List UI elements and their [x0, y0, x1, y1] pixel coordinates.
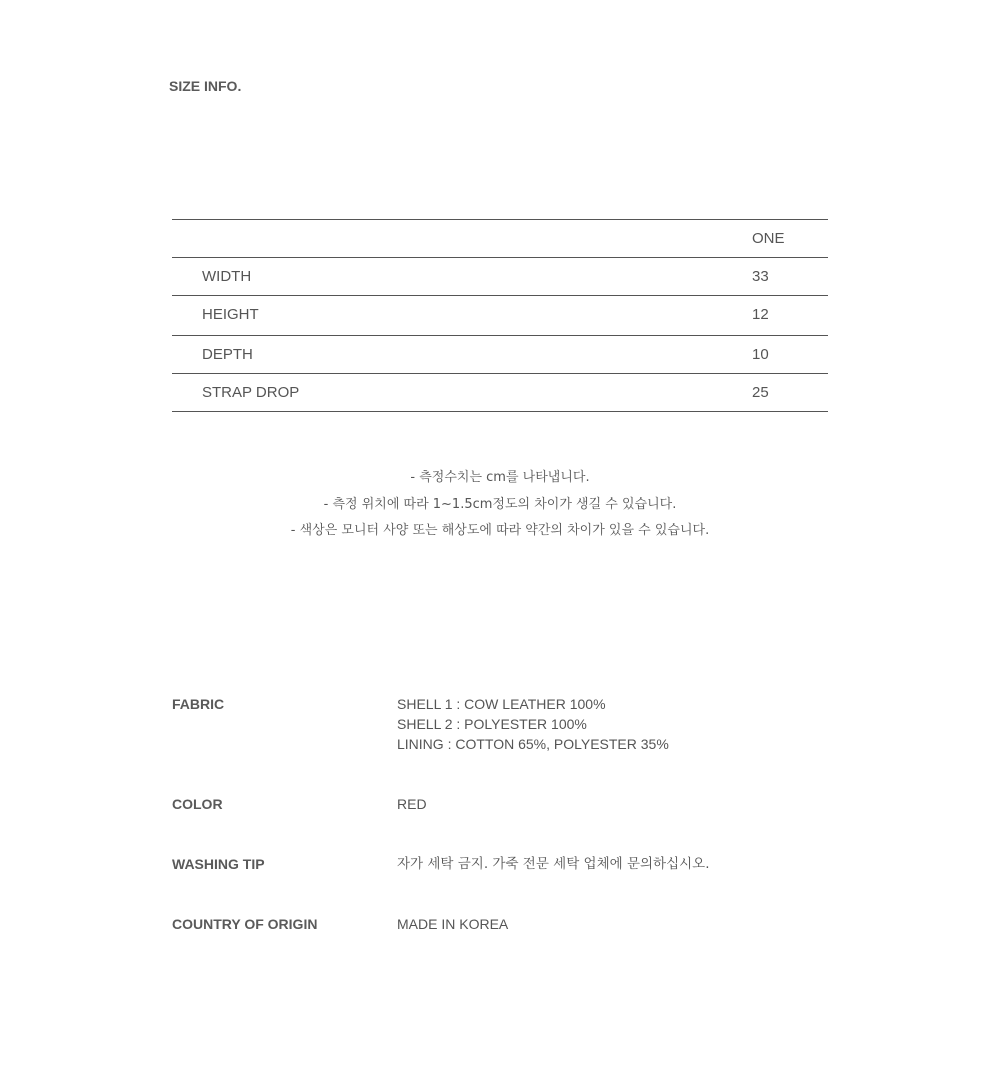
- note-line: - 색상은 모니터 사양 또는 해상도에 따라 약간의 차이가 있을 수 있습니다.: [290, 523, 710, 538]
- note-line: - 측정 위치에 따라 1~1.5cm정도의 차이가 생길 수 있습니다.: [323, 496, 677, 512]
- size-row-value: 10: [752, 346, 769, 363]
- color-value: RED: [397, 796, 427, 812]
- size-row-label: HEIGHT: [202, 306, 259, 323]
- size-table: [172, 219, 828, 412]
- fabric-line: SHELL 2 : POLYESTER 100%: [397, 716, 587, 732]
- size-row-label: DEPTH: [202, 346, 253, 363]
- size-header-one: ONE: [752, 230, 785, 247]
- measurement-notes: [0, 468, 1000, 548]
- size-row-value: 25: [752, 384, 769, 401]
- size-info-heading: SIZE INFO.: [169, 78, 242, 94]
- size-row-label: STRAP DROP: [202, 384, 300, 401]
- size-row-value: 33: [752, 268, 769, 285]
- size-table-header-row: [172, 220, 828, 258]
- fabric-line: LINING : COTTON 65%, POLYESTER 35%: [397, 736, 669, 752]
- size-row-value: 12: [752, 306, 769, 323]
- spec-values-fabric: [397, 694, 817, 754]
- country-of-origin-value: MADE IN KOREA: [397, 916, 509, 932]
- spec-label-country-of-origin: COUNTRY OF ORIGIN: [172, 916, 318, 932]
- note-line: - 측정수치는 cm를 나타냅니다.: [410, 470, 590, 485]
- table-row: [172, 336, 828, 374]
- spec-values-color: [397, 794, 817, 814]
- spec-values-washing-tip: [397, 854, 817, 874]
- washing-tip-value: 자가 세탁 금지. 가죽 전문 세탁 업체에 문의하십시오.: [397, 856, 710, 872]
- spec-values-country-of-origin: [397, 914, 817, 934]
- spec-label-washing-tip: WASHING TIP: [172, 856, 265, 872]
- table-row: [172, 296, 828, 336]
- table-row: [172, 374, 828, 412]
- table-row: [172, 258, 828, 296]
- spec-label-color: COLOR: [172, 796, 223, 812]
- fabric-line: SHELL 1 : COW LEATHER 100%: [397, 696, 606, 712]
- size-row-label: WIDTH: [202, 268, 252, 285]
- spec-label-fabric: FABRIC: [172, 696, 225, 712]
